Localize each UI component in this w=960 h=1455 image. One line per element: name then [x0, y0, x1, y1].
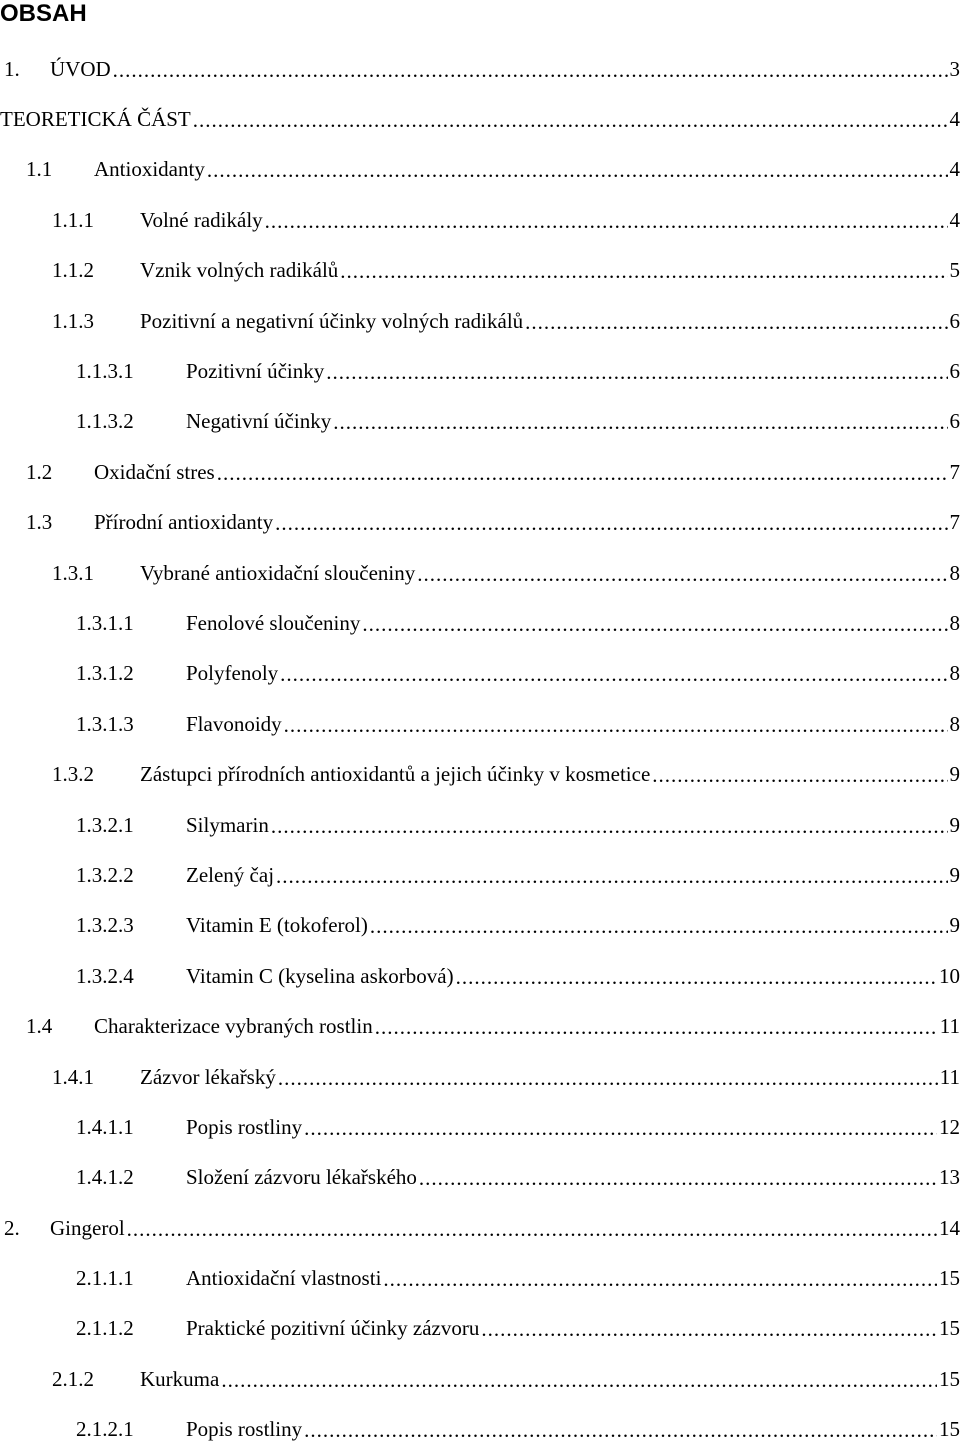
toc-entry-page: 9	[948, 913, 960, 938]
toc-entry-title: TEORETICKÁ ČÁST	[0, 107, 193, 132]
toc-entry-title: Kurkuma	[140, 1367, 221, 1392]
toc-entry-page: 9	[948, 863, 960, 888]
toc-entry[interactable]	[0, 145, 960, 195]
toc-entry[interactable]	[0, 1052, 960, 1102]
dot-leader	[127, 1217, 937, 1242]
toc-entry-title: Polyfenoly	[186, 661, 280, 686]
toc-entry-number: 1.3.2.3	[76, 913, 186, 938]
toc-entry[interactable]	[0, 498, 960, 548]
toc-entry-title: Negativní účinky	[186, 409, 333, 434]
toc-entry-title: Oxidační stres	[94, 460, 217, 485]
toc-entry[interactable]	[0, 44, 960, 94]
toc-entry-title: Flavonoidy	[186, 712, 284, 737]
toc-entry[interactable]	[0, 1001, 960, 1051]
toc-entry-number: 1.3	[26, 510, 94, 535]
dot-leader	[217, 461, 948, 486]
toc-entry[interactable]	[0, 296, 960, 346]
toc-entry[interactable]	[0, 800, 960, 850]
toc-entry-page: 4	[948, 107, 960, 132]
toc-entry-number: 2.1.2	[52, 1367, 140, 1392]
toc-entry-number: 1.2	[26, 460, 94, 485]
toc-entry-title: Pozitivní účinky	[186, 359, 326, 384]
toc-entry[interactable]	[0, 397, 960, 447]
dot-leader	[280, 662, 947, 687]
toc-heading: OBSAH	[0, 0, 87, 28]
toc-entry-page: 15	[937, 1417, 960, 1442]
dot-leader	[326, 360, 947, 385]
toc-entry-page: 10	[937, 964, 960, 989]
toc-entry-number: 1.1	[26, 157, 94, 182]
toc-entry-title: Praktické pozitivní účinky zázvoru	[186, 1316, 481, 1341]
dot-leader	[304, 1418, 937, 1443]
toc-entry-number: 1.1.3.1	[76, 359, 186, 384]
toc-entry[interactable]	[0, 598, 960, 648]
toc-entry-title: Zelený čaj	[186, 863, 276, 888]
dot-leader	[275, 511, 947, 536]
toc-entry-title: ÚVOD	[50, 57, 113, 82]
toc-entry-title: Charakterizace vybraných rostlin	[94, 1014, 375, 1039]
toc-entry-number: 1.3.1.1	[76, 611, 186, 636]
toc-entry[interactable]	[0, 1304, 960, 1354]
toc-entry-page: 11	[938, 1065, 960, 1090]
toc-entry-page: 12	[937, 1115, 960, 1140]
toc-entry-number: 1.3.2	[52, 762, 140, 787]
toc-entry-title: Pozitivní a negativní účinky volných radikálů	[140, 309, 525, 334]
dot-leader	[340, 259, 947, 284]
toc-entry-title: Vznik volných radikálů	[140, 258, 340, 283]
dot-leader	[113, 58, 948, 83]
toc-entry-number: 1.3.2.1	[76, 813, 186, 838]
dot-leader	[221, 1368, 937, 1393]
toc-entry[interactable]	[0, 1354, 960, 1404]
toc-entry-title: Zázvor lékařský	[140, 1065, 278, 1090]
toc-entry[interactable]	[0, 447, 960, 497]
toc-entry-title: Antioxidanty	[94, 157, 207, 182]
toc-entry[interactable]	[0, 749, 960, 799]
dot-leader	[271, 814, 948, 839]
toc-entry-page: 11	[938, 1014, 960, 1039]
toc-entry-number: 1.1.1	[52, 208, 140, 233]
dot-leader	[304, 1116, 937, 1141]
toc-entry-page: 9	[948, 762, 960, 787]
toc-entry-title: Vitamin E (tokoferol)	[186, 913, 370, 938]
dot-leader	[375, 1015, 938, 1040]
toc-entry-title: Silymarin	[186, 813, 271, 838]
toc-entry-title: Zástupci přírodních antioxidantů a jejich účinky v kosmetice	[140, 762, 652, 787]
toc-entry-page: 8	[948, 611, 960, 636]
dot-leader	[417, 562, 947, 587]
toc-entry[interactable]	[0, 1153, 960, 1203]
toc-entry[interactable]	[0, 649, 960, 699]
toc-entry-number: 1.3.2.2	[76, 863, 186, 888]
toc-entry-page: 5	[948, 258, 960, 283]
toc-entry-number: 1.3.1	[52, 561, 140, 586]
dot-leader	[383, 1267, 937, 1292]
dot-leader	[525, 310, 947, 335]
toc-entry-title: Vybrané antioxidační sloučeniny	[140, 561, 417, 586]
toc-entry-title: Složení zázvoru lékařského	[186, 1165, 419, 1190]
toc-entry-number: 2.1.1.1	[76, 1266, 186, 1291]
dot-leader	[278, 1066, 938, 1091]
toc-entry-page: 13	[937, 1165, 960, 1190]
toc-entry[interactable]	[0, 94, 960, 144]
toc-entry-title: Antioxidační vlastnosti	[186, 1266, 383, 1291]
dot-leader	[193, 108, 948, 133]
dot-leader	[265, 209, 948, 234]
table-of-contents	[0, 44, 960, 1455]
toc-entry-page: 14	[937, 1216, 960, 1241]
toc-entry-number: 2.1.2.1	[76, 1417, 186, 1442]
toc-entry[interactable]	[0, 1203, 960, 1253]
toc-entry-number: 2.	[4, 1216, 50, 1241]
toc-entry[interactable]	[0, 850, 960, 900]
dot-leader	[370, 914, 948, 939]
toc-entry-title: Gingerol	[50, 1216, 127, 1241]
toc-entry-page: 15	[937, 1266, 960, 1291]
toc-entry[interactable]	[0, 346, 960, 396]
toc-entry-page: 6	[948, 409, 960, 434]
toc-entry-number: 1.3.2.4	[76, 964, 186, 989]
dot-leader	[456, 965, 937, 990]
toc-entry-number: 1.4.1.2	[76, 1165, 186, 1190]
dot-leader	[276, 864, 947, 889]
toc-entry[interactable]	[0, 246, 960, 296]
toc-entry[interactable]	[0, 951, 960, 1001]
toc-entry-page: 6	[948, 309, 960, 334]
dot-leader	[207, 158, 948, 183]
toc-entry[interactable]	[0, 195, 960, 245]
toc-entry-title: Popis rostliny	[186, 1417, 304, 1442]
toc-entry-number: 1.3.1.2	[76, 661, 186, 686]
toc-entry-number: 1.3.1.3	[76, 712, 186, 737]
toc-entry[interactable]	[0, 699, 960, 749]
toc-entry[interactable]	[0, 901, 960, 951]
toc-entry[interactable]	[0, 548, 960, 598]
dot-leader	[652, 763, 947, 788]
toc-entry-page: 4	[948, 208, 960, 233]
dot-leader	[333, 410, 947, 435]
toc-entry[interactable]	[0, 1253, 960, 1303]
toc-entry-page: 4	[948, 157, 960, 182]
dot-leader	[419, 1166, 937, 1191]
toc-entry-page: 9	[948, 813, 960, 838]
toc-entry-number: 1.1.3.2	[76, 409, 186, 434]
toc-entry-title: Přírodní antioxidanty	[94, 510, 275, 535]
toc-entry-title: Popis rostliny	[186, 1115, 304, 1140]
toc-entry-number: 2.1.1.2	[76, 1316, 186, 1341]
toc-entry-number: 1.1.3	[52, 309, 140, 334]
toc-entry-page: 8	[948, 661, 960, 686]
toc-entry-title: Fenolové sloučeniny	[186, 611, 362, 636]
toc-entry-page: 15	[937, 1316, 960, 1341]
toc-entry-title: Vitamin C (kyselina askorbová)	[186, 964, 456, 989]
dot-leader	[362, 612, 947, 637]
toc-entry-number: 1.4.1.1	[76, 1115, 186, 1140]
toc-entry-page: 8	[948, 712, 960, 737]
toc-entry-number: 1.4.1	[52, 1065, 140, 1090]
toc-entry-number: 1.	[4, 57, 50, 82]
toc-entry-page: 7	[948, 460, 960, 485]
dot-leader	[284, 713, 948, 738]
toc-entry-page: 15	[937, 1367, 960, 1392]
toc-entry-number: 1.4	[26, 1014, 94, 1039]
toc-entry-title: Volné radikály	[140, 208, 265, 233]
toc-entry[interactable]	[0, 1102, 960, 1152]
toc-entry-page: 3	[948, 57, 960, 82]
toc-entry-number: 1.1.2	[52, 258, 140, 283]
toc-entry-page: 6	[948, 359, 960, 384]
toc-entry-page: 7	[948, 510, 960, 535]
toc-entry[interactable]	[0, 1405, 960, 1455]
dot-leader	[481, 1317, 937, 1342]
toc-entry-page: 8	[948, 561, 960, 586]
